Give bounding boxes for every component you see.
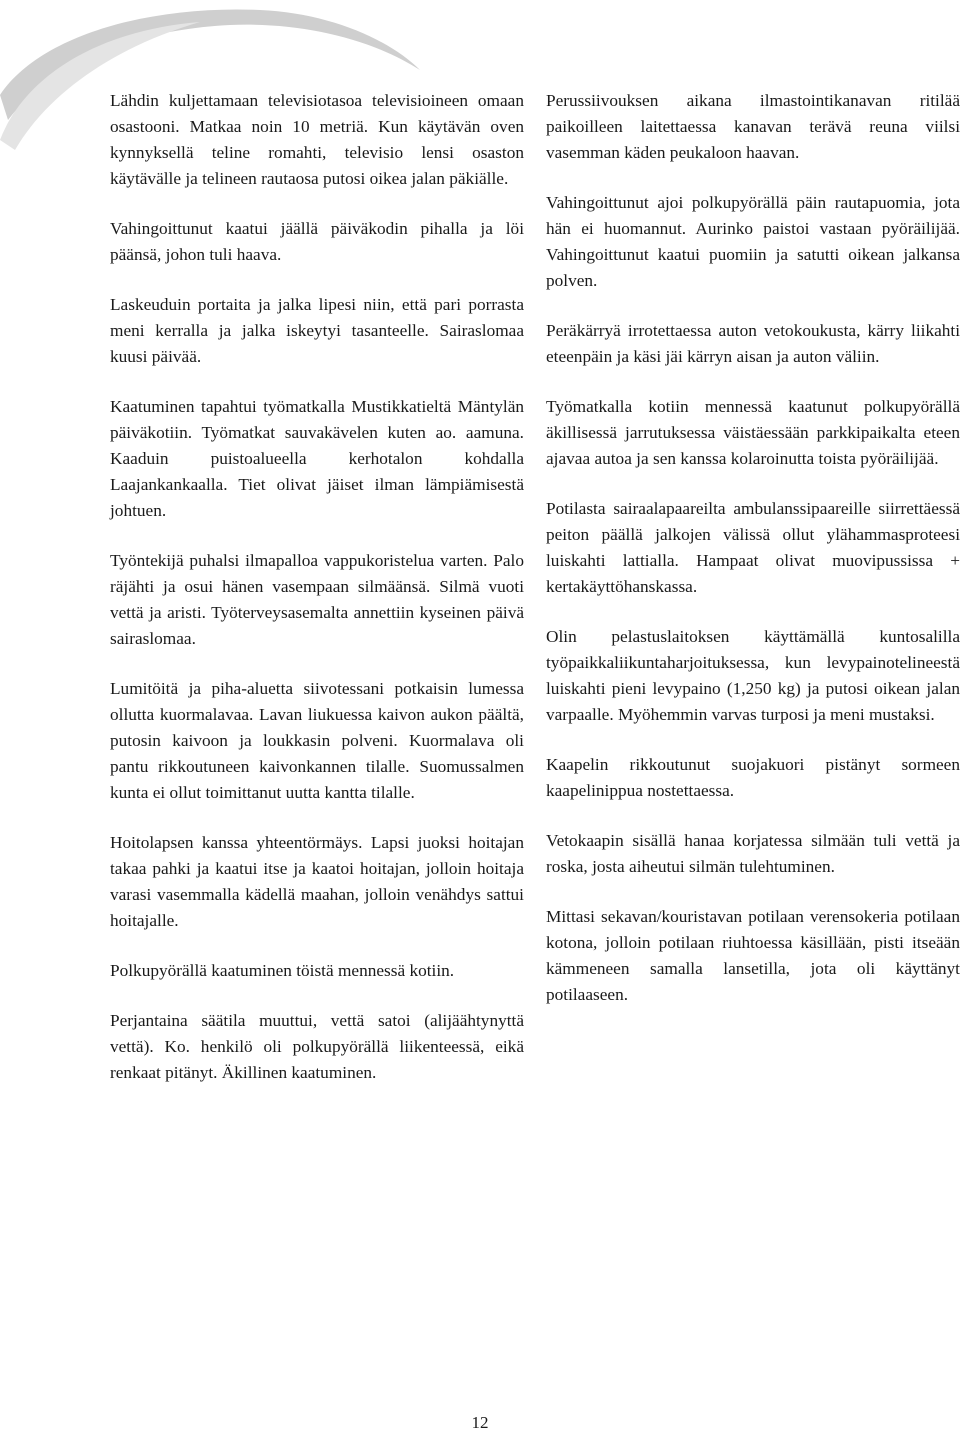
incident-report: Laskeuduin portaita ja jalka lipesi niin, että pari porrasta meni kerralla ja jalka iskeytyi tasanteelle. Sairaslomaa kuusi päivää. bbox=[110, 295, 524, 366]
incident-report: Polkupyörällä kaatuminen töistä mennessä kotiin. bbox=[110, 961, 455, 980]
incident-report: Peräkärryä irrotettaessa auton vetokoukusta, kärry liikahti eteenpäin ja käsi jäi kärryn aisan ja auton väliin. bbox=[546, 321, 960, 366]
incident-report: Hoitolapsen kanssa yhteentörmäys. Lapsi juoksi hoitajan takaa pahki ja kaatui itse ja kaatoi hoitajan, jolloin hoitaja varasi vasemmalla kädellä maahan, jolloin venähdys sattui hoitajalle. bbox=[110, 833, 524, 930]
incident-report: Perussiivouksen aikana ilmastointikanavan ritilää paikoilleen laitettaessa kanavan terävä reuna viilsi vasemman käden peukaloon haavan. bbox=[546, 91, 960, 162]
incident-report: Kaatuminen tapahtui työmatkalla Mustikkatieltä Mäntylän päiväkotiin. Työmatkat sauvakävelen kuten ao. aamuna. Kaaduin puistoalueella kerhotalon kohdalla Laajankankaalla. Tiet olivat jäiset ilman lämpiämisestä johtuen. bbox=[110, 397, 524, 520]
incident-report: Vahingoittunut kaatui jäällä päiväkodin pihalla ja löi päänsä, johon tuli haava. bbox=[110, 219, 524, 264]
incident-report: Vahingoittunut ajoi polkupyörällä päin rautapuomia, jota hän ei huomannut. Aurinko paistoi vastaan pyöräilijää. Vahingoittunut kaatui puomiin ja satutti oikean jalkansa polven. bbox=[546, 193, 960, 290]
incident-report: Potilasta sairaalapaareilta ambulanssipaareille siirrettäessä peiton päällä jalkojen välissä ollut ylähammasproteesi luiskahti lattialla. Hampaat olivat muovipussissa + kertakäyttöhanskassa. bbox=[546, 499, 960, 596]
right-column bbox=[546, 88, 960, 1032]
incident-report: Vetokaapin sisällä hanaa korjatessa silmään tuli vettä ja roska, josta aiheutui silmän tulehtuminen. bbox=[546, 831, 960, 876]
incident-report: Työmatkalla kotiin mennessä kaatunut polkupyörällä äkillisessä jarrutuksessa väistäessään parkkipaikalta eteen ajavaa autoa ja sen kanssa kolaroinutta toista pyöräilijää. bbox=[546, 397, 960, 468]
incident-report: Kaapelin rikkoutunut suojakuori pistänyt sormeen kaapelinippua nostettaessa. bbox=[546, 755, 960, 800]
incident-report: Lähdin kuljettamaan televisiotasoa televisioineen omaan osastooni. Matkaa noin 10 metriä. Kun käytävän oven kynnyksellä teline romahti, televisio lensi osaston käytävälle ja telineen rautaosa putosi oikea jalan päkiälle. bbox=[110, 91, 524, 188]
left-column bbox=[110, 88, 524, 1110]
incident-report: Perjantaina säätila muuttui, vettä satoi (alijäähtynyttä vettä). Ko. henkilö oli polkupyörällä liikenteessä, eikä renkaat pitänyt. Äkillinen kaatuminen. bbox=[110, 1011, 524, 1082]
incident-report: Olin pelastuslaitoksen käyttämällä kuntosalilla työpaikkaliikuntaharjoituksessa, kun levypainotelineestä luiskahti pieni levypaino (1,250 kg) ja putosi oikean jalan varpaalle. Myöhemmin varvas turposi ja meni mustaksi. bbox=[546, 627, 960, 724]
incident-report: Mittasi sekavan/kouristavan potilaan verensokeria potilaan kotona, jolloin potilaan riuhtoessa käsillään, pisti itseään kämmeneen samalla lansetilla, jota oli käyttänyt potilaaseen. bbox=[546, 907, 960, 1004]
incident-report: Työntekijä puhalsi ilmapalloa vappukoristelua varten. Palo räjähti ja osui hänen vasempaan silmäänsä. Silmä vuoti vettä ja aristi. Työterveysasemalta annettiin kyseinen päivä sairaslomaa. bbox=[110, 551, 524, 648]
page-number: 12 bbox=[471, 1413, 489, 1432]
incident-report: Lumitöitä ja piha-aluetta siivotessani potkaisin lumessa ollutta kuormalavaa. Lavan liukuessa kaivon aukon päältä, putosin kaivoon ja loukkasin polveni. Kuormalava oli pantu rikkoutuneen kaivonkannen tilalle. Suomussalmen kunta ei ollut toimittanut uutta kantta tilalle. bbox=[110, 679, 524, 802]
